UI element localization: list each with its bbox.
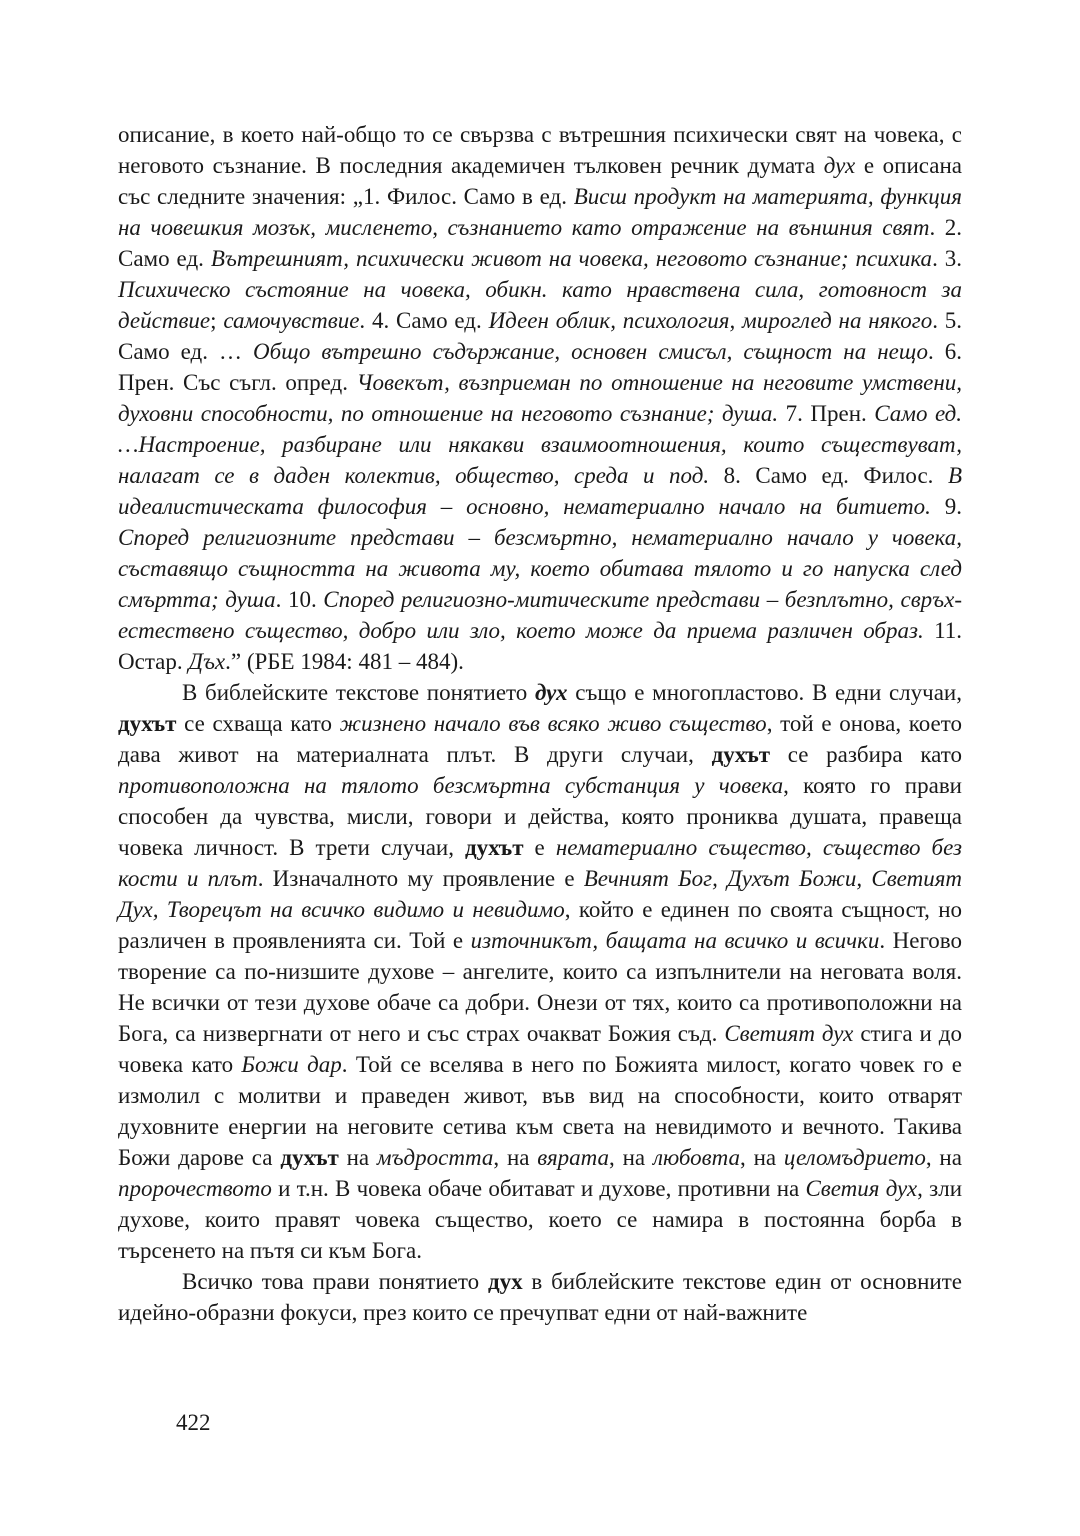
text-run: 9.: [930, 494, 962, 519]
text-run: , който е единен по своята същност, но различен в проявленията си. Той е: [118, 897, 963, 953]
text-run: също е многопластово. В едни случаи,: [567, 680, 962, 705]
text-run: . 10.: [275, 587, 324, 612]
page-body: [118, 119, 962, 1328]
paragraph-dictionary-definition: [118, 119, 962, 677]
italic-run: Психическо състояние на човека, обикн. като нравствена сила, готовност за действие: [118, 277, 962, 333]
bold-run: духът: [280, 1145, 339, 1170]
italic-run: целомъдрието: [783, 1145, 926, 1170]
italic-run: жизнено начало във всяко живо същество: [339, 711, 767, 736]
paragraph-biblical-spirit: [118, 677, 962, 1266]
italic-run: любовта: [652, 1145, 741, 1170]
text-run: . 4. Само ед.: [359, 308, 489, 333]
italic-run: нематериално същество, същество без кости и плът: [118, 835, 963, 891]
italic-run: Дъх: [188, 649, 226, 674]
text-run: , на: [609, 1145, 653, 1170]
italic-run: В идеалистическата философия – основно, нематериално начало на битието.: [118, 463, 962, 519]
text-run: . Изначалното му проявление е: [257, 866, 584, 891]
italic-run: дух: [823, 153, 856, 178]
text-run: , зли духове, които правят човека същество, което се намира в постоянна борба в търсенето на пътя си към Бога.: [118, 1176, 963, 1263]
text-run: описание, в което най-общо то се свързва с вътрешния психически свят на човека, с неговото съзнание. В последния академичен тълковен речник думата: [118, 122, 962, 178]
text-run: , която го прави способен да чувства, мисли, говори и действа, която прониква душата, правеща човека личност. В трети случаи,: [118, 773, 962, 860]
page-number: 422: [176, 1410, 211, 1435]
text-run: е: [523, 835, 556, 860]
italic-run: Човекът, възприеман по отношение на неговите умствени, духовни способности, по отношение на неговото съзнание; душа.: [118, 370, 962, 426]
text-run: в библейските текстове един от основните идейно-образни фокуси, през които се пречупват едни от най-важните: [118, 1269, 962, 1325]
italic-run: Вътрешният, психически живот на човека, неговото съзнание; психика: [210, 246, 933, 271]
italic-run: Божи дар: [241, 1052, 342, 1077]
italic-run: пророчеството: [118, 1176, 272, 1201]
text-run: стига и до човека като: [118, 1021, 962, 1077]
text-run: на: [338, 1145, 377, 1170]
text-run: . 3.: [932, 246, 962, 271]
text-run: и т.н. В човека обаче обитават и духове, противни на: [271, 1176, 806, 1201]
bold-run: дух: [487, 1269, 523, 1294]
italic-run: Според религиозно-митическите представи – безплътно, свръхестествено същество, добро или зло, което може да приема различен образ.: [118, 587, 962, 643]
text-run: се разбира като: [770, 742, 963, 767]
text-run: , на: [925, 1145, 962, 1170]
text-run: , на: [493, 1145, 538, 1170]
italic-run: мъдростта: [376, 1145, 494, 1170]
text-run: ;: [210, 308, 224, 333]
text-run: .” (РБЕ 1984: 481 – 484).: [225, 649, 464, 674]
italic-run: Светия дух: [805, 1176, 918, 1201]
text-run: 8. Само ед. Филос.: [709, 463, 948, 488]
text-run: , на: [740, 1145, 784, 1170]
bold-italic-run: дух: [535, 680, 568, 705]
italic-run: противоположна на тялото безсмъртна субстанция у човека: [118, 773, 784, 798]
italic-run: Само ед. …Настроение, разбиране или някакви взаимоотношения, които съществуват, налагат се в даден колектив, общество, среда и под.: [118, 401, 962, 488]
text-run: . 5. Само ед. …: [118, 308, 963, 364]
bold-run: духът: [118, 711, 177, 736]
text-run: . 2. Само ед.: [118, 215, 963, 271]
text-run: . Негово творение са по-низшите духове – ангелите, които са изпълнители на неговата воля. Не всички от тези духове обаче са добри. Онези от тях, които са противоположни на Бога, са низвергнати от него и със страх очакват Божия съд.: [118, 928, 963, 1046]
text-run: е описана със следните значения: „1. Филос. Само в ед.: [118, 153, 962, 209]
italic-run: Висш продукт на материята, функция на човешкия мозък, мисленето, съзнанието като отражение на външния свят: [118, 184, 962, 240]
italic-run: Светият дух: [724, 1021, 854, 1046]
text-run: . Той се вселява в него по Божията милост, когато човек го е измолил с молитви и праведен живот, във вид на способности, които отварят духовните енергии на неговите сетива към света на невидимото и вечното. Такива Божи дарове са: [118, 1052, 962, 1170]
text-run: . 6. Прен. Със съгл. опред.: [118, 339, 962, 395]
bold-run: духът: [711, 742, 771, 767]
bold-run: духът: [465, 835, 524, 860]
text-run: В библейските текстове понятието: [182, 680, 536, 705]
paragraph-conclusion: [118, 1266, 962, 1328]
text-run: , той е онова, което дава живот на материалната плът. В други случаи,: [118, 711, 962, 767]
italic-run: Общо вътрешно съдържание, основен смисъл, същност на нещо: [253, 339, 928, 364]
italic-run: Вечният Бог, Духът Божи, Светият Дух, Творецът на всичко видимо и невидимо: [118, 866, 962, 922]
italic-run: Идеен облик, психология, мироглед на някого: [488, 308, 933, 333]
italic-run: Според религиозните представи – безсмъртно, нематериално начало у човека, съставящо същността на живота му, което обитава тялото и го напуска след смъртта; душа: [118, 525, 962, 612]
italic-run: източникът, бащата на всичко и всички: [470, 928, 880, 953]
text-run: се схваща като: [176, 711, 340, 736]
italic-run: самочувствие: [223, 308, 360, 333]
text-run: 7. Прен.: [778, 401, 875, 426]
italic-run: вярата: [537, 1145, 610, 1170]
text-run: Всичко това прави понятието: [182, 1269, 488, 1294]
text-run: 11. Остар.: [118, 618, 962, 674]
